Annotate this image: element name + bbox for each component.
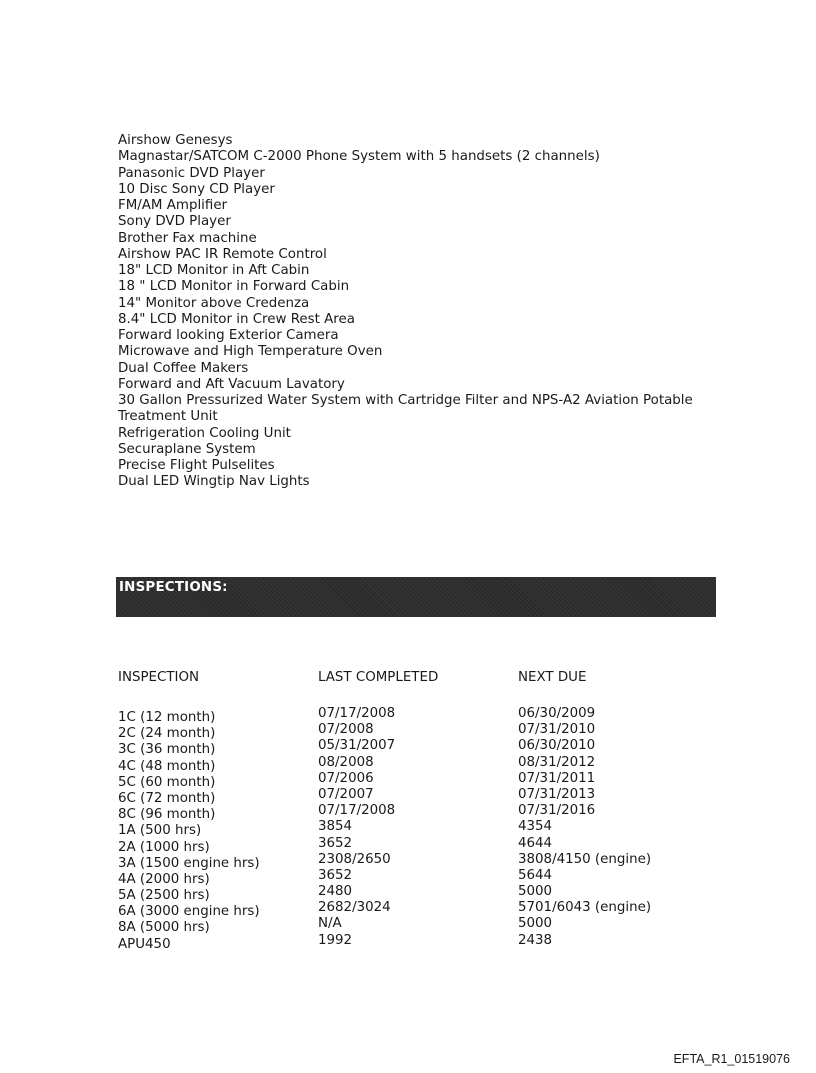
table-row xyxy=(118,786,718,806)
column-header-inspection: INSPECTION xyxy=(118,670,200,685)
inspection-name: 2A (1000 hrs) xyxy=(118,839,210,855)
table-row xyxy=(118,754,718,774)
next-due: 3808/4150 (engine) xyxy=(518,851,652,867)
last-completed: 07/17/2008 xyxy=(318,803,396,819)
equipment-item: Magnastar/SATCOM C-2000 Phone System with 5 handsets (2 channels) xyxy=(118,149,600,165)
equipment-item: 30 Gallon Pressurized Water System with Cartridge Filter and NPS-A2 Aviation Potable xyxy=(118,393,693,408)
next-due: 07/31/2013 xyxy=(518,786,596,802)
equipment-item: Refrigeration Cooling Unit xyxy=(118,425,291,441)
document-id: EFTA_R1_01519076 xyxy=(673,1052,790,1066)
table-row xyxy=(118,708,718,724)
equipment-item: Microwave and High Temperature Oven xyxy=(118,344,383,360)
equipment-item: Forward and Aft Vacuum Lavatory xyxy=(118,376,345,392)
equipment-item: Airshow Genesys xyxy=(118,133,233,148)
inspection-name: 3C (36 month) xyxy=(118,742,216,758)
table-row xyxy=(118,918,718,934)
section-title: INSPECTIONS: xyxy=(119,580,228,595)
next-due: 07/31/2010 xyxy=(518,722,596,738)
last-completed: 2308/2650 xyxy=(318,851,391,867)
next-due: 06/30/2010 xyxy=(518,738,596,754)
last-completed: 07/2008 xyxy=(318,722,374,738)
equipment-item: FM/AM Amplifier xyxy=(118,198,228,213)
last-completed: N/A xyxy=(318,916,342,932)
equipment-item: Dual LED Wingtip Nav Lights xyxy=(118,474,310,490)
column-header-next-due: NEXT DUE xyxy=(518,670,587,685)
inspection-name: 4C (48 month) xyxy=(118,758,216,774)
next-due: 5701/6043 (engine) xyxy=(518,900,652,916)
table-row xyxy=(118,851,718,871)
equipment-item: 8.4" LCD Monitor in Crew Rest Area xyxy=(118,311,355,327)
last-completed: 08/2008 xyxy=(318,754,374,770)
last-completed: 05/31/2007 xyxy=(318,738,396,754)
equipment-item: Brother Fax machine xyxy=(118,230,257,246)
last-completed: 1992 xyxy=(318,932,353,948)
equipment-item: 10 Disc Sony CD Player xyxy=(118,181,275,197)
equipment-list xyxy=(118,133,738,491)
table-row xyxy=(118,867,718,887)
inspection-name: 8A (5000 hrs) xyxy=(118,920,210,936)
last-completed: 2480 xyxy=(318,884,353,900)
equipment-item: Forward looking Exterior Camera xyxy=(118,328,339,343)
inspections-section-header xyxy=(116,577,716,617)
table-row xyxy=(118,902,718,918)
inspection-name: 2C (24 month) xyxy=(118,726,216,742)
inspection-name: 5C (60 month) xyxy=(118,774,216,790)
next-due: 07/31/2016 xyxy=(518,803,596,819)
next-due: 07/31/2011 xyxy=(518,770,596,786)
equipment-item: Securaplane System xyxy=(118,441,256,457)
last-completed: 3652 xyxy=(318,835,353,851)
equipment-item: Panasonic DVD Player xyxy=(118,165,265,181)
equipment-item: 18 " LCD Monitor in Forward Cabin xyxy=(118,279,350,295)
inspection-name: 4A (2000 hrs) xyxy=(118,871,210,887)
last-completed: 3854 xyxy=(318,819,353,835)
equipment-item: Sony DVD Player xyxy=(118,214,231,230)
last-completed: 07/2006 xyxy=(318,770,374,786)
table-row xyxy=(118,805,718,821)
equipment-item: Dual Coffee Makers xyxy=(118,360,249,376)
equipment-item: Precise Flight Pulselites xyxy=(118,458,275,473)
last-completed: 3652 xyxy=(318,867,353,883)
inspection-table xyxy=(118,708,718,951)
next-due: 4354 xyxy=(518,819,553,835)
column-header-last-completed: LAST COMPLETED xyxy=(318,670,439,685)
next-due: 08/31/2012 xyxy=(518,754,596,770)
table-row xyxy=(118,932,718,952)
table-row xyxy=(118,821,718,837)
inspection-name: 5A (2500 hrs) xyxy=(118,888,210,904)
last-completed: 07/17/2008 xyxy=(318,706,396,721)
inspection-name: 1A (500 hrs) xyxy=(118,823,202,839)
last-completed: 2682/3024 xyxy=(318,900,391,916)
table-row xyxy=(118,724,718,740)
table-row xyxy=(118,770,718,790)
inspection-name: 6C (72 month) xyxy=(118,790,216,806)
next-due: 5000 xyxy=(518,884,553,900)
table-row xyxy=(118,740,718,756)
next-due: 06/30/2009 xyxy=(518,706,596,721)
equipment-item: 14" Monitor above Credenza xyxy=(118,295,310,311)
equipment-item: Treatment Unit xyxy=(118,409,218,425)
inspection-name: APU450 xyxy=(118,936,171,952)
inspection-name: 3A (1500 engine hrs) xyxy=(118,855,260,871)
equipment-item: 18" LCD Monitor in Aft Cabin xyxy=(118,263,310,278)
inspection-name: 8C (96 month) xyxy=(118,807,216,823)
next-due: 2438 xyxy=(518,932,553,948)
next-due: 5000 xyxy=(518,916,553,932)
inspection-name: 6A (3000 engine hrs) xyxy=(118,904,260,920)
last-completed: 07/2007 xyxy=(318,786,374,802)
next-due: 5644 xyxy=(518,867,553,883)
equipment-item: Airshow PAC IR Remote Control xyxy=(118,246,327,262)
inspection-name: 1C (12 month) xyxy=(118,710,216,725)
next-due: 4644 xyxy=(518,835,553,851)
